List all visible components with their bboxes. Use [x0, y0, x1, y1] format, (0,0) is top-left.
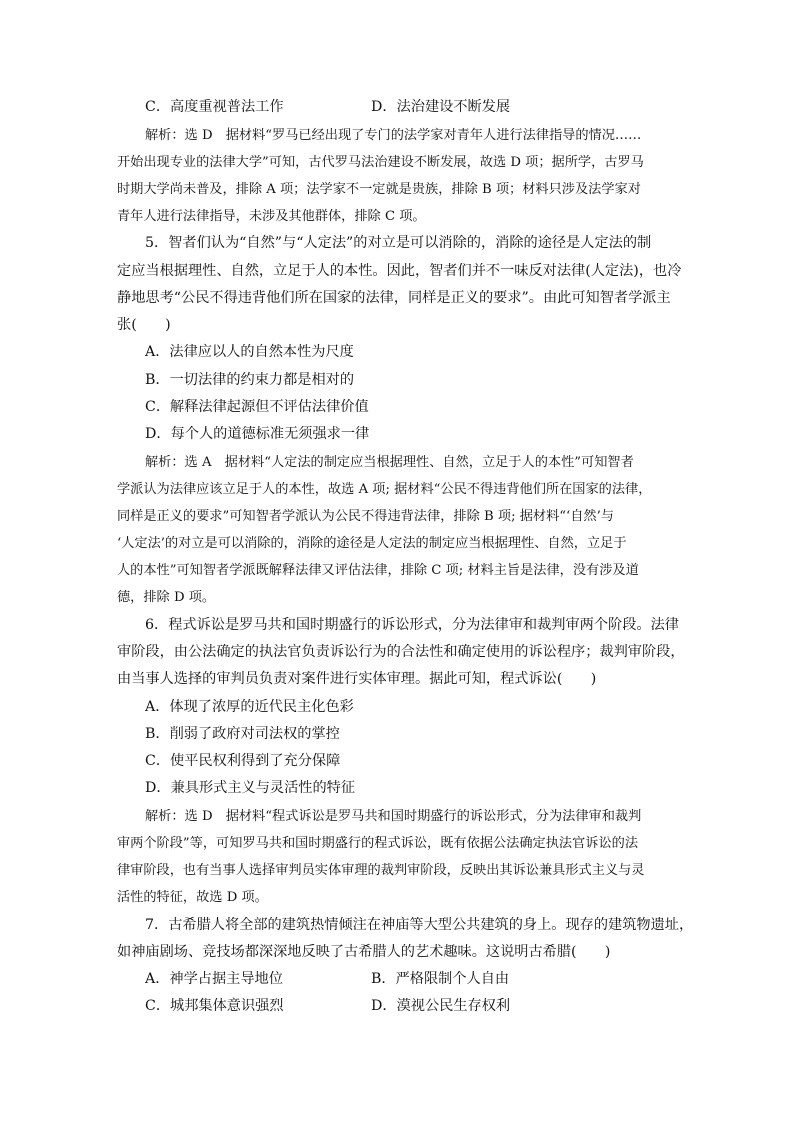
- q5-stem-line: 定应当根据理性、自然，立足于人的本性。因此，智者们并不一味反对法律(人定法)，也冷: [117, 263, 682, 279]
- q5-analysis-line: 学派认为法律应该立足于人的本性，故选 A 项; 据材料“公民不得违背他们所在国家的法律，: [117, 482, 652, 497]
- q7-option-b: B．严格限制个人自由: [371, 971, 510, 987]
- q4-option-c: C．高度重视普法工作: [145, 99, 284, 115]
- q4-option-d: D．法治建设不断发展: [371, 99, 511, 115]
- q5-stem-line: 张( ): [117, 317, 171, 333]
- q4-analysis-line: 解析：选 D 据材料“罗马已经出现了专门的法学家对青年人进行法律指导的情况……: [145, 128, 642, 143]
- q5-analysis-line: 德，排除 D 项。: [117, 590, 216, 605]
- q5-stem-line: 静地思考“公民不得违背他们所在国家的法律，同样是正义的要求”。由此可知智者学派主: [117, 290, 671, 306]
- q4-analysis-line: 青年人进行法律指导，未涉及其他群体，排除 C 项。: [117, 209, 426, 224]
- q7-stem-line: 7．古希腊人将全部的建筑热情倾注在神庙等大型公共建筑的身上。现存的建筑物遗址，: [145, 917, 694, 933]
- q6-analysis-line: 活性的特征，故选 D 项。: [117, 890, 268, 905]
- q6-option-b: B．削弱了政府对司法权的掌控: [145, 726, 340, 742]
- q6-analysis-line: 律审阶段，也有当事人选择审判员实体审理的裁判审阶段，反映出其诉讼兼具形式主义与灵: [117, 863, 645, 878]
- q7-option-d: D．漠视公民生存权利: [371, 998, 511, 1014]
- q5-analysis-line: 解析：选 A 据材料“人定法的制定应当根据理性、自然，立足于人的本性”可知智者: [145, 455, 634, 470]
- q4-analysis-line: 开始出现专业的法律大学”可知，古代罗马法治建设不断发展，故选 D 项；据所学，古罗马: [117, 155, 644, 170]
- q5-option-c: C．解释法律起源但不评估法律价值: [145, 399, 369, 415]
- q7-option-a: A．神学占据主导地位: [145, 971, 283, 987]
- q6-option-c: C．使平民权利得到了充分保障: [145, 753, 341, 769]
- q6-option-a: A．体现了浓厚的近代民主化色彩: [145, 699, 354, 715]
- q6-stem-line: 由当事人选择的审判员负责对案件进行实体审理。据此可知，程式诉讼( ): [117, 671, 597, 687]
- q5-option-b: B．一切法律的约束力都是相对的: [145, 372, 355, 388]
- q5-analysis-line: 人的本性”可知智者学派既解释法律又评估法律，排除 C 项; 材料主旨是法律，没有涉及道: [117, 563, 639, 578]
- q5-analysis-line: ‘人定法’的对立是可以消除的，消除的途径是人定法的制定应当根据理性、自然，立足于: [117, 536, 627, 551]
- q7-stem-line: 如神庙剧场、竞技场都深深地反映了古希腊人的艺术趣味。这说明古希腊( ): [117, 944, 611, 960]
- q6-option-d: D．兼具形式主义与灵活性的特征: [145, 780, 356, 796]
- q5-option-d: D．每个人的道德标准无须强求一律: [145, 426, 370, 442]
- q6-analysis-line: 审两个阶段”等，可知罗马共和国时期盛行的程式诉讼，既有依据公法确定执法官诉讼的法: [117, 836, 639, 851]
- q5-analysis-line: 同样是正义的要求”可知智者学派认为公民不得违背法律，排除 B 项; 据材料“‘自然’与: [117, 509, 614, 524]
- q4-analysis-line: 时期大学尚未普及，排除 A 项；法学家不一定就是贵族，排除 B 项；材料只涉及法学家对: [117, 182, 641, 197]
- q5-stem-line: 5．智者们认为“自然”与“人定法”的对立是可以消除的，消除的途径是人定法的制: [145, 235, 652, 251]
- q7-option-c: C．城邦集体意识强烈: [145, 998, 284, 1014]
- q6-stem-line: 6．程式诉讼是罗马共和国时期盛行的诉讼形式，分为法律审和裁判审两个阶段。法律: [145, 617, 679, 633]
- q5-option-a: A．法律应以人的自然本性为尺度: [145, 344, 354, 360]
- q6-stem-line: 审阶段，由公法确定的执法官负责诉讼行为的合法性和确定使用的诉讼程序；裁判审阶段，: [117, 644, 685, 660]
- q6-analysis-line: 解析：选 D 据材料“程式诉讼是罗马共和国时期盛行的诉讼形式，分为法律审和裁判: [145, 809, 642, 824]
